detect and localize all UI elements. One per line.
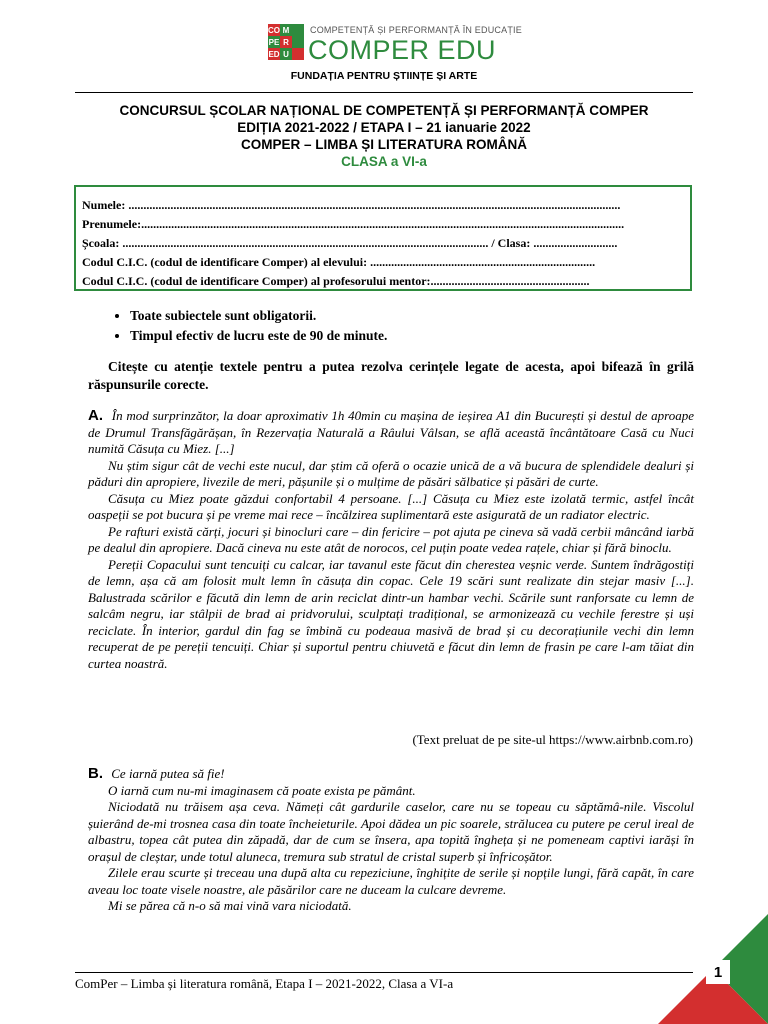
paragraph: Pereții Copacului sunt tencuiți cu calcar, iar tavanul este făcut din cherestea veșnic verde. Suntem îndrăgostiți de lemn, așa că am folosit mult lemn în căsuța din copac. Cele 19 scări sunt realizate din stejar masiv [...]. Balustrada scărilor e făcută din lemn de arin reciclat dintr-un hambar vechi. Scările sunt ranforsate cu lemn de salcâm negru, iar stâlpii de brad ai pridvorului, sculptați tradițional, se armonizează cu vechile ferestre și uși reciclate. În interior, gardul din fag se îmbină cu podeaua masivă de brad și cu decorațiunile vechi din lemn recuperat de pe pereții tencuiți. Chiar și suportul pentru chiuvetă e făcut din lemn de frasin pe care l-am tăiat din curtea noastră. — [88, 556, 694, 671]
logo-grid-icon — [268, 24, 304, 60]
header-divider — [75, 92, 693, 93]
rules-list — [112, 306, 387, 346]
text-b — [88, 766, 694, 915]
rule-item: • Timpul efectiv de lucru este de 90 de minute. — [130, 326, 387, 346]
section-letter-b: B. — [88, 765, 103, 782]
paragraph: Zilele erau scurte și treceau una după alta cu repeziciune, înghițite de serile și nopțile lungi, fără capăt, în care aveau loc toate visele noastre, ale păsărilor care ne duceam la culcare devreme. — [88, 865, 694, 897]
page-number: 1 — [706, 960, 730, 984]
edition-line: EDIȚIA 2021-2022 / ETAPA I – 21 ianuarie 2022 — [237, 120, 531, 135]
student-id-box — [74, 185, 692, 291]
foundation-name: FUNDAȚIA PENTRU ȘTIINȚE ȘI ARTE — [290, 70, 478, 82]
logo-cell: U — [280, 48, 292, 60]
logo-tagline: COMPETENȚĂ ȘI PERFORMANȚĂ ÎN EDUCAȚIE — [310, 25, 522, 35]
logo-cell: PE — [268, 37, 280, 47]
section-letter-a: A. — [88, 407, 103, 424]
subject-line: COMPER – LIMBA ȘI LITERATURA ROMÂNĂ — [241, 137, 527, 152]
contest-title: CONCURSUL ȘCOLAR NAȚIONAL DE COMPETENȚĂ ȘI PERFORMANȚĂ COMPER — [119, 103, 649, 118]
school-class-field[interactable]: Școala: .......................................................................................................................... / Clasa: ............................ — [82, 236, 618, 250]
grade-line: CLASA a VI-a — [341, 154, 427, 169]
paragraph: Mi se părea că n-o să mai vină vara niciodată. — [108, 898, 352, 913]
surname-field[interactable]: Prenumele:................................................................................................................................................................. — [82, 217, 625, 231]
logo-cell: M — [280, 24, 292, 36]
paragraph: O iarnă cum nu-mi imaginasem că poate exista pe pământ. — [108, 782, 416, 798]
logo-cell: ED — [268, 49, 280, 59]
rule-item: • Toate subiectele sunt obligatorii. — [130, 306, 387, 326]
student-cic-field[interactable]: Codul C.I.C. (codul de identificare Comper) al elevului: ........................................................................... — [82, 255, 596, 269]
paragraph: Pe rafturi există cărți, jocuri și binocluri care – din fericire – pot ajuta pe cineva să vadă cerbii mâncând iarbă pe dealul din apropiere. Dacă cineva nu este atât de norocos, cel puțin poate vedea rațele, chiar și fără binoclu. — [88, 523, 694, 555]
contest-titles — [0, 102, 768, 170]
name-field[interactable]: Numele: .................................................................................................................................................................... — [82, 198, 621, 212]
paragraph: Ce iarnă putea să fie! — [111, 766, 225, 781]
footer-divider — [75, 972, 693, 973]
logo-cell — [292, 24, 304, 36]
mentor-cic-field[interactable]: Codul C.I.C. (codul de identificare Comper) al profesorului mentor:..................................................... — [82, 274, 590, 288]
logo-cell — [292, 48, 304, 60]
logo-name: COMPER EDU — [308, 35, 497, 65]
logo-cell: R — [280, 36, 292, 48]
text-a — [88, 408, 694, 672]
logo-cell — [292, 36, 304, 48]
paragraph: Niciodată nu trăisem așa ceva. Nămeți cât gardurile caselor, care nu se topeau cu săptămâ-nile. Viscolul șuierând de-mi trosnea casa din toate încheieturile. Apoi dădea un pic soarele, strălucea cu putere pe cerul ireal de albastru, topea cât putea din zăpadă, dar de cum se însera, apa topită îngheța și ne pomeneam captivi iarăși în orașul de cleștar, unde totul aluneca, tremura sub stratul de cristal superb și înfricoșător. — [88, 799, 694, 864]
paragraph: Nu știm sigur cât de vechi este nucul, dar știm că oferă o ocazie unică de a vă bucura de splendidele dealuri și păduri din apropiere, livezile de meri, pășunile și o mulțime de păsări sălbatice și păsări de curte. — [88, 457, 694, 489]
instruction-text: Citește cu atenție textele pentru a putea rezolva cerințele legate de acesta, apoi bifează în grilă răspunsurile corecte. — [88, 359, 694, 392]
source-citation: (Text preluat de pe site-ul https://www.airbnb.com.ro) — [412, 732, 693, 747]
logo-cell: CO — [268, 25, 280, 35]
paragraph: În mod surprinzător, la doar aproximativ 1h 40min cu mașina de ieșirea A1 din București și destul de aproape de Drumul Transfăgărășan, în Rezervația Naturală a Râului Vâlsan, se află această încântătoare Casă cu Nuci numită Căsuța cu Miez. [...] — [88, 408, 694, 456]
footer-text: ComPer – Limba și literatura română, Etapa I – 2021-2022, Clasa a VI-a — [75, 976, 454, 991]
paragraph: Căsuța cu Miez poate găzdui confortabil 4 persoane. [...] Căsuța cu Miez este izolată termic, astfel încât oaspeții se pot bucura și pe vreme mai rece – încălzirea suplimentară este asigurată de un radiator electric. — [88, 490, 694, 522]
